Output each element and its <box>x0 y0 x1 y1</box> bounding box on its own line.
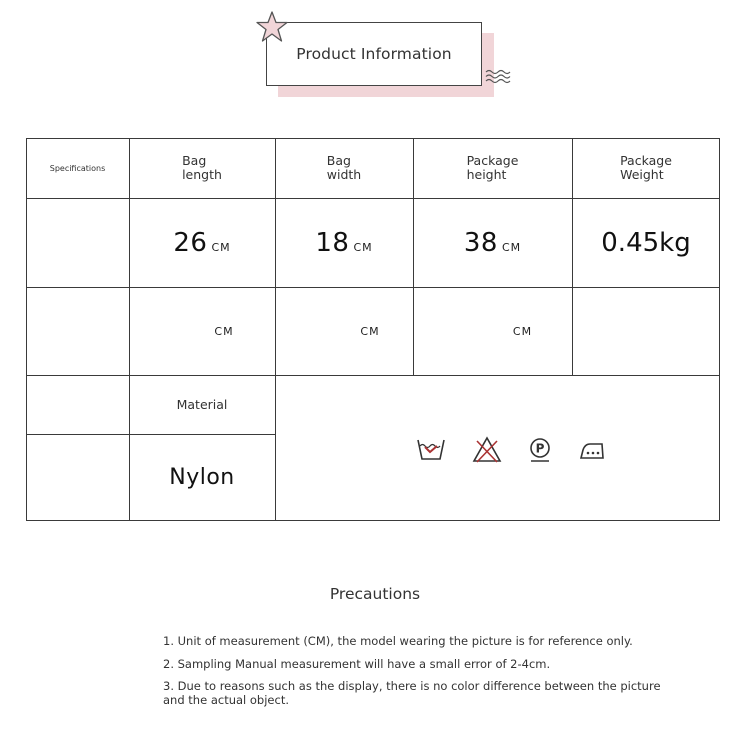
header-label: Bag <box>182 153 207 168</box>
header-package-height <box>413 138 572 198</box>
unit-label: CM <box>214 324 234 338</box>
unit-label: CM <box>501 240 522 254</box>
header-title: Product Information <box>296 45 452 63</box>
header-bag-length <box>129 138 275 198</box>
header-label: width <box>326 167 362 182</box>
dry-clean-p-icon <box>528 436 552 464</box>
header-label: Weight <box>620 167 664 182</box>
header-package-weight <box>572 138 720 198</box>
package-weight-value-cell <box>572 198 720 287</box>
header-label: Bag <box>326 153 351 168</box>
bag-length-value: 26 <box>173 227 208 258</box>
material-value-cell <box>129 434 275 521</box>
bag-width-value: 18 <box>315 227 350 258</box>
header-label: height <box>466 167 507 182</box>
spec-table <box>26 138 720 521</box>
precaution-item: 3. Due to reasons such as the display, there is no color difference between the picture <box>163 679 661 693</box>
package-height-value: 38 <box>463 227 498 258</box>
package-weight-value: 0.45kg <box>601 227 691 258</box>
specifications-cell <box>26 138 129 198</box>
precautions-list <box>163 634 663 707</box>
bag-length-value-cell <box>129 198 275 287</box>
precautions-title: Precautions <box>329 585 421 603</box>
unit-label: CM <box>353 240 373 254</box>
material-label-cell <box>129 375 275 434</box>
svg-text:P: P <box>535 441 545 456</box>
material-label: Material <box>176 397 228 412</box>
precaution-item: 1. Unit of measurement (CM), the model wearing the picture is for reference only. <box>163 634 633 648</box>
header-label: Package <box>466 153 519 168</box>
package-height-unit-cell <box>413 287 572 375</box>
star-icon <box>254 10 290 44</box>
unit-label: CM <box>211 240 231 254</box>
specifications-label: Specifications <box>49 163 106 173</box>
header-bag-width <box>275 138 413 198</box>
unit-label: CM <box>360 324 380 338</box>
hand-wash-icon <box>416 436 446 464</box>
no-bleach-icon <box>472 436 502 464</box>
bag-width-unit-cell <box>275 287 413 375</box>
precaution-item: and the actual object. <box>163 693 289 707</box>
bag-width-value-cell <box>275 198 413 287</box>
unit-label: CM <box>512 324 533 338</box>
precaution-item: 2. Sampling Manual measurement will have a small error of 2-4cm. <box>163 657 551 671</box>
package-height-value-cell <box>413 198 572 287</box>
bag-length-unit-cell <box>129 287 275 375</box>
wave-icon <box>485 68 513 84</box>
iron-low-heat-icon <box>578 438 606 462</box>
care-icons <box>416 436 606 464</box>
header-label: Package <box>620 153 672 168</box>
header-label: length <box>182 167 222 182</box>
product-info-header <box>0 0 750 110</box>
material-value: Nylon <box>169 465 235 490</box>
